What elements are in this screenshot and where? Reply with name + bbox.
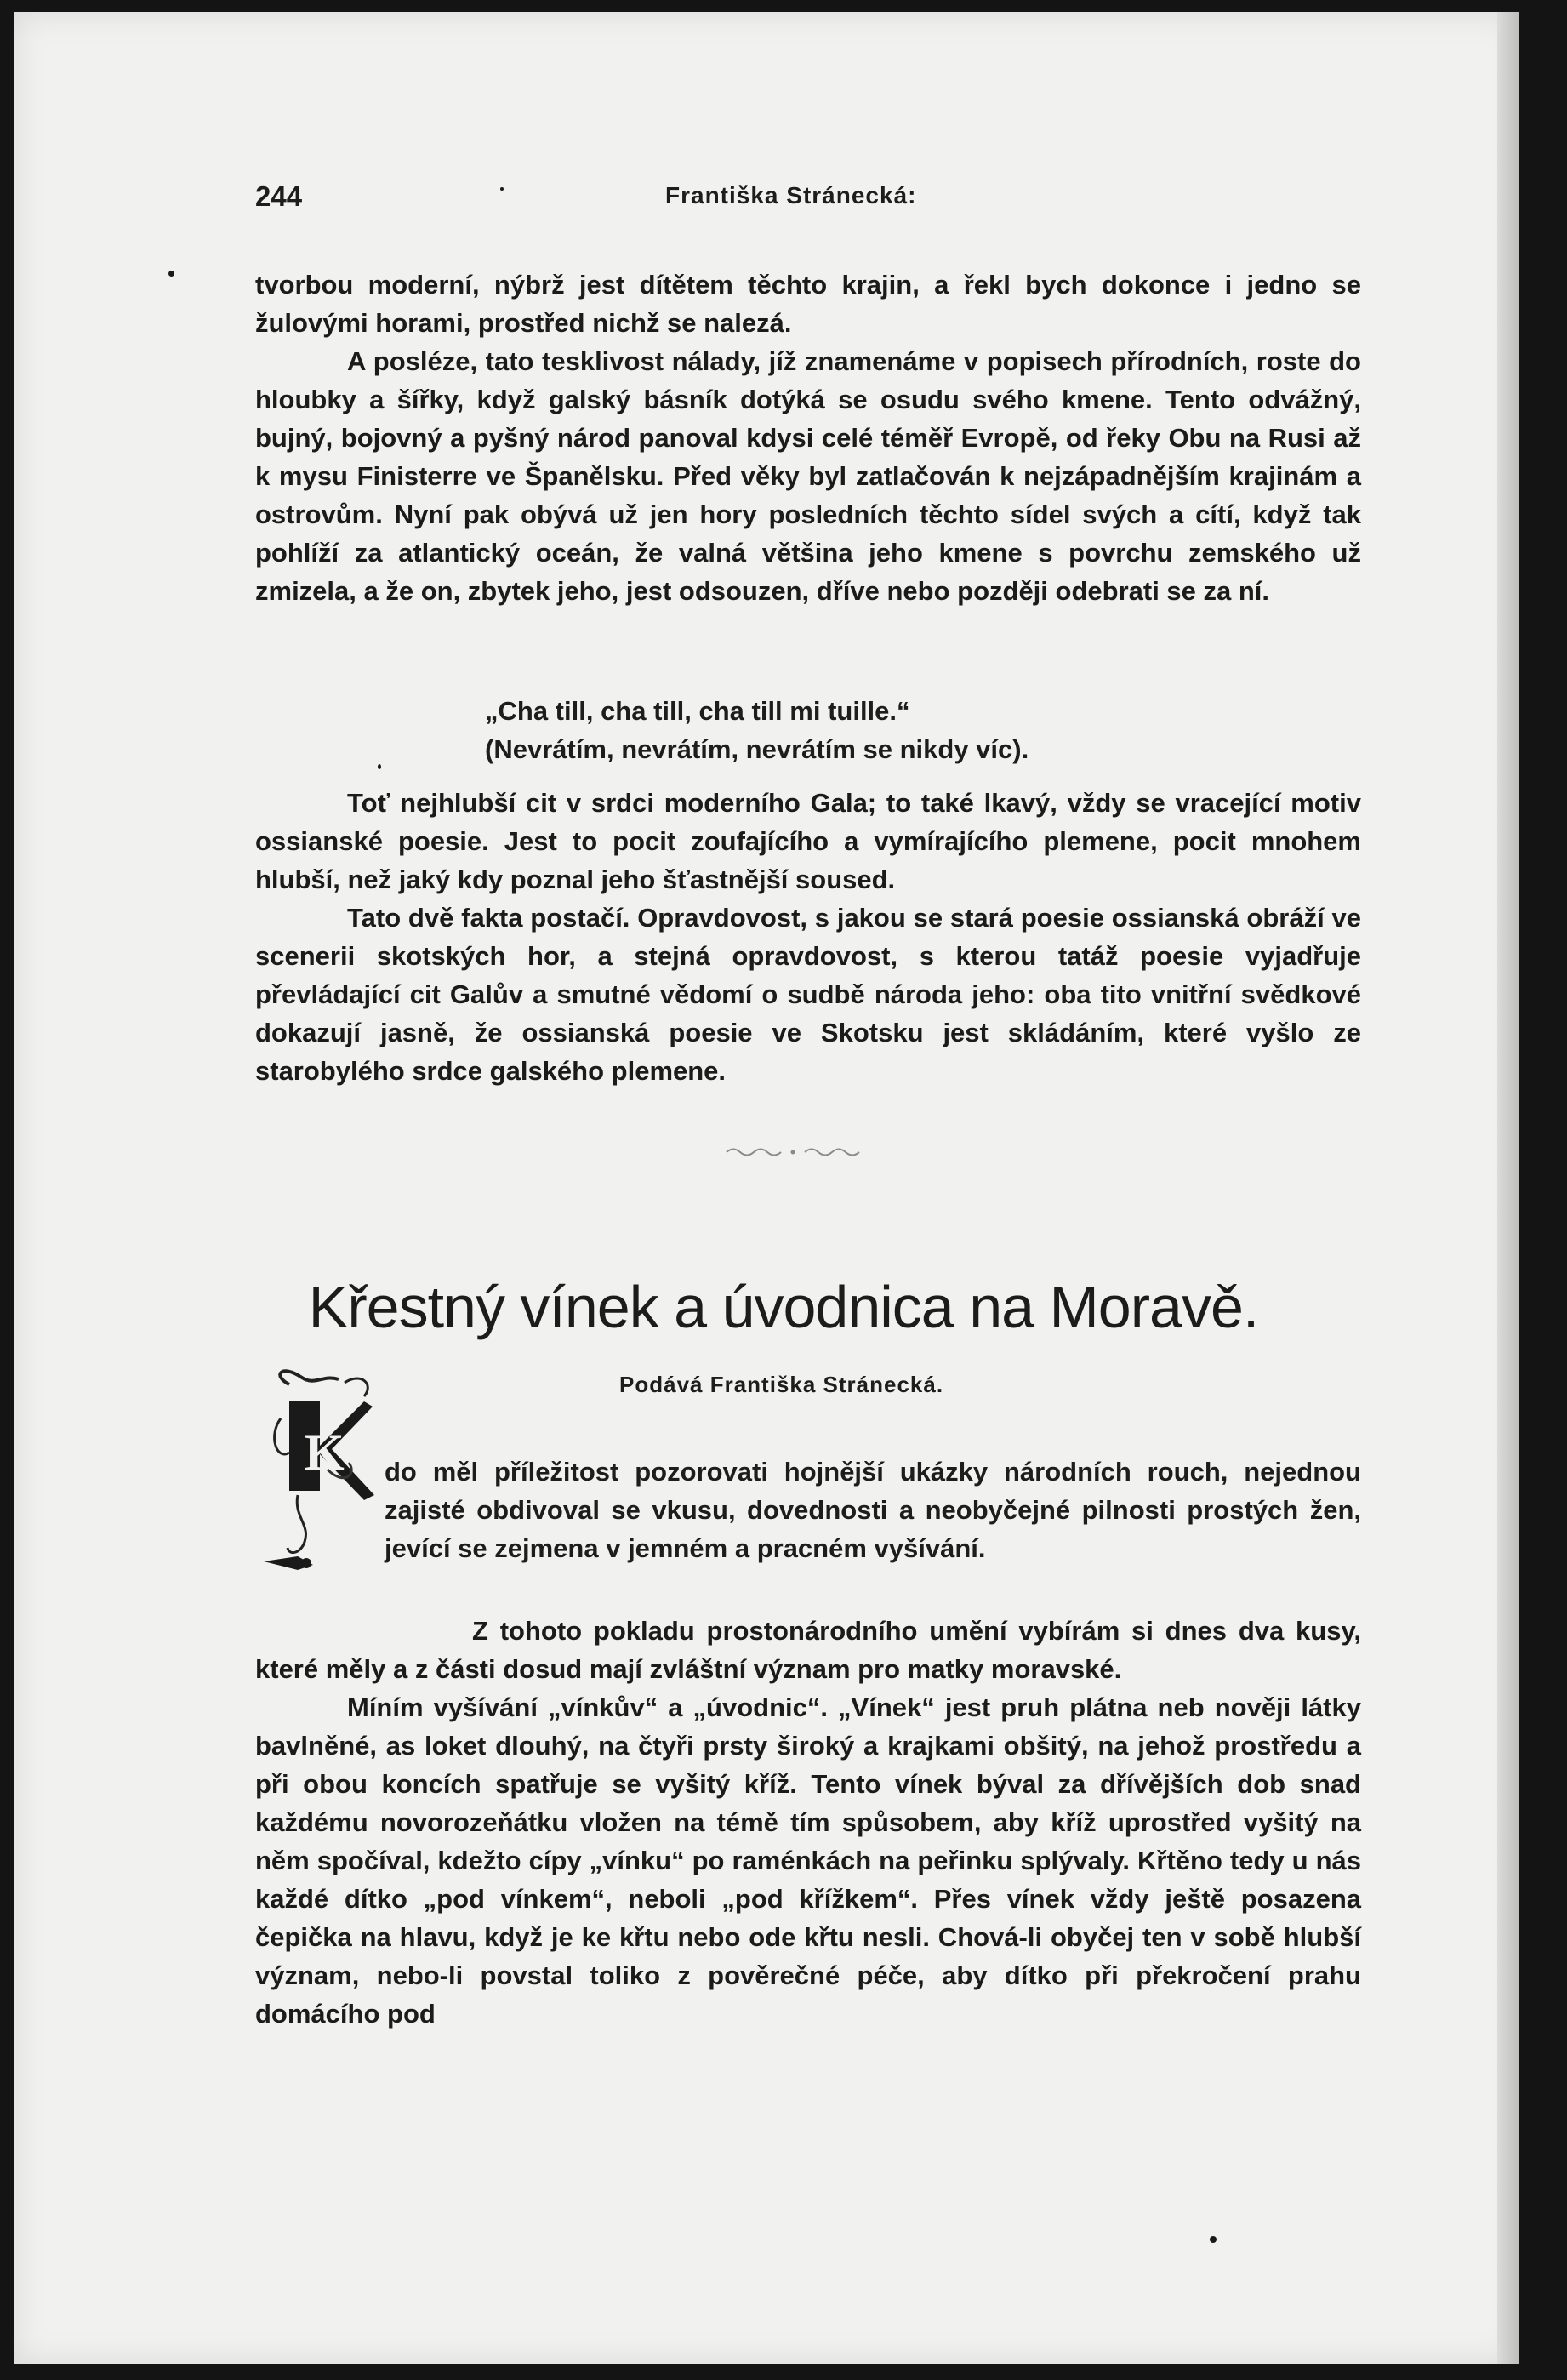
verse-line-gaelic: „Cha till, cha till, cha till mi tuille.“ [485,696,910,726]
ornamental-initial-k [264,1367,383,1580]
page-header [255,180,1361,214]
scan-speck [500,187,504,191]
paragraph-vinek-uvodnice: Míním vyšívání „vínkův“ a „úvodnic“. „Vínek“ jest pruh plátna neb nověji látky bavlněné, as loket dlouhý, na čtyři prsty široký a krajkami obšitý, na jehož prostředu a při obou koncích spatřuje se vyšitý kříž. Tento vínek býval za dřívějších dob snad každému novorozeňátku vložen na témě tím spůsobem, aby kříž uprostřed vyšitý na něm spočíval, kdežto cípy „vínku“ po raménkách na peřinku splývaly. Křtěno tedy u nás každé dítko „pod vínkem“, neboli „pod křížkem“. Přes vínek vždy ještě posazena čepička na hlavu, když je ke křtu nebo ode křtu nesli. Chová-li obyčej ten v sobě hlubší význam, nebo-li povstal toliko z pověrečné péče, aby dítko při překročení prahu domácího pod [255,1692,1361,2029]
opening-paragraph [385,1453,1361,1567]
paragraph-deepest-feeling: Toť nejhlubší cit v srdci moderního Gala; to také lkavý, vždy se vracející motiv ossianské poesie. Jest to pocit zoufajícího a vymírajícího plemene, pocit mnohem hlubší, než jaký kdy poznal jeho šťastnější soused. [255,788,1361,894]
verse-line-czech: (Nevrátím, nevrátím, nevrátím se nikdy víc). [485,734,1029,764]
paragraph-celtic-fate: A posléze, tato tesklivost nálady, jíž znamenáme v popisech přírodních, roste do hloubky a šířky, když galský básník dotýká se osudu svého kmene. Tento odvážný, bujný, bojovný a pyšný národ panoval kdysi celé téměř Evropě, od řeky Obu na Rusi až k mysu Finisterre ve Španělsku. Před věky byl zatlačován k nejzápadnějším krajinám a ostrovům. Nyní pak obývá už jen hory posledních těchto sídel svých a cítí, když tak pohlíží za atlantický oceán, že valná většina jeho kmene s povrchu zemského už zmizela, a že on, zbytek jeho, jest odsouzen, dříve nebo později odebrati se za ní. [255,346,1361,606]
scan-speck [168,271,174,277]
running-head: Františka Stránecká: [665,182,917,208]
paragraph-continuation: tvorbou moderní, nýbrž jest dítětem těchto krajin, a řekl bych dokonce i jedno se žulovými horami, prostřed nichž se nalezá. [255,270,1361,338]
page-edge-shadow [1497,12,1519,2364]
scan-speck [378,764,381,769]
page-number: 244 [255,180,303,212]
article-title: Křestný vínek a úvodnica na Moravě. [308,1274,1259,1340]
drop-cap-letter: K [305,1424,345,1481]
opening-text: do měl příležitost pozorovati hojnější ukázky národních rouch, nejednou zajisté obdivoval se vkusu, dovednosti a neobyčejné pilnosti prostých žen, jevící se zejmena v jemném a pracném vyšívání. [385,1457,1361,1563]
paragraph-two-pieces: Z tohoto pokladu prostonárodního umění vybírám si dnes dva kusy, které měly a z části dosud mají zvláštní význam pro matky moravské. [255,1616,1361,1684]
paragraph-two-facts: Tato dvě fakta postačí. Opravdovost, s jakou se stará poesie ossianská obráží ve scenerii skotských hor, a stejná opravdovost, s kterou tatáž poesie vyjadřuje převládající cit Galův a smutné vědomí o sudbě národa jeho: oba tito vnitřní svědkové dokazují jasně, že ossianská poesie ve Skotsku jest skládáním, které vyšlo ze starobylého srdce galského plemene. [255,903,1361,1086]
article-byline: Podává Františka Stránecká. [619,1372,944,1397]
section-2 [255,784,1361,1090]
article-body [255,1612,1361,2033]
section-1 [255,265,1361,610]
verse-quote [485,692,1029,768]
scan-speck [1210,2236,1217,2243]
section-divider-ornament [725,1143,861,1161]
